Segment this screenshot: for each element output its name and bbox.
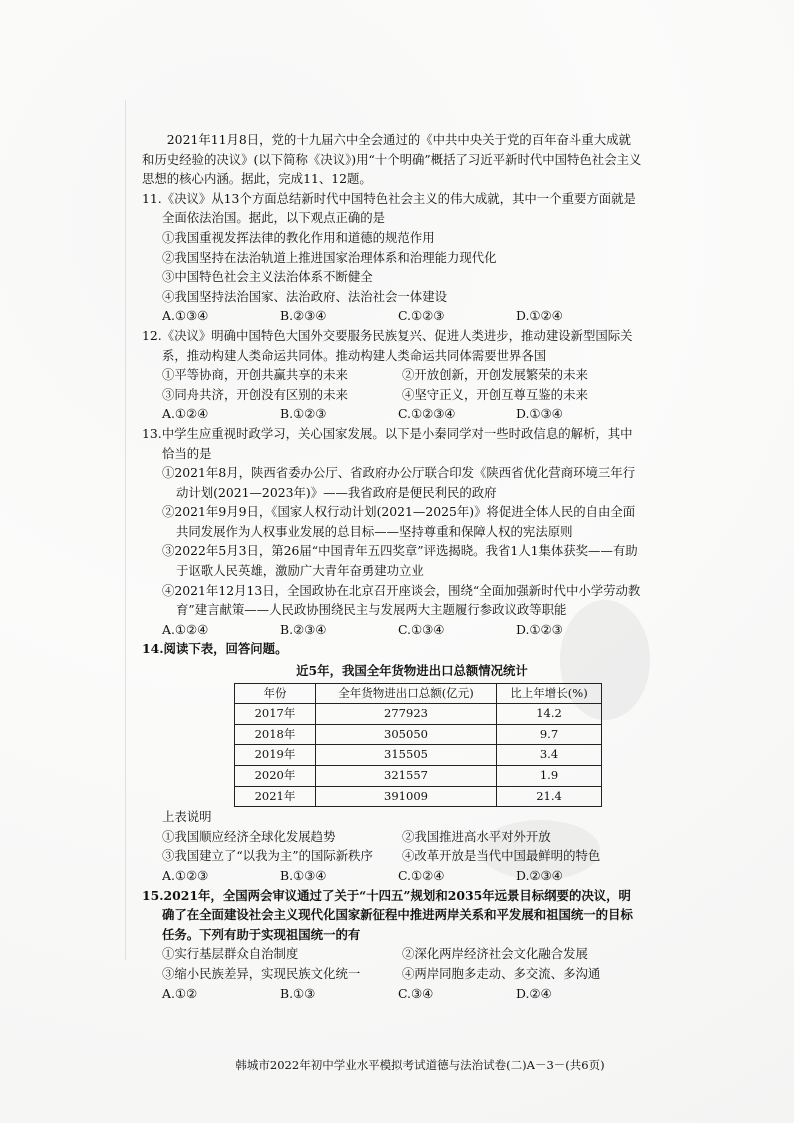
trade-table xyxy=(234,683,602,808)
choice-d[interactable]: D.②③④ xyxy=(516,867,563,883)
choice-b[interactable]: B.①③ xyxy=(280,985,316,1001)
column-header: 全年货物进出口总额(亿元) xyxy=(316,683,497,704)
page-footer: 韩城市2022年初中学业水平模拟考试道德与法治试卷(二)A－3－(共6页) xyxy=(235,1058,605,1072)
choice-a[interactable]: A.①②④ xyxy=(162,621,209,637)
exam-content xyxy=(142,130,642,1003)
choice-d[interactable]: D.②④ xyxy=(516,985,552,1001)
table-cell: 2019年 xyxy=(235,745,316,766)
q13-item: ④2021年12月13日，全国政协在北京召开座谈会，围绕“全面加强新时代中小学劳动教育”建言献策——人民政协围绕民主与发展两大主题履行参政议政等职能 xyxy=(162,582,641,618)
binding-shadow xyxy=(125,100,126,960)
table-row xyxy=(235,766,602,787)
table-title: 近5年，我国全年货物进出口总额情况统计 xyxy=(296,663,528,679)
q11-item: ②我国坚持在法治轨道上推进国家治理体系和治理能力现代化 xyxy=(162,249,497,265)
q13-choices xyxy=(142,620,642,640)
q14-choices xyxy=(142,866,642,886)
choice-c[interactable]: C.①②③ xyxy=(398,308,445,324)
table-cell: 1.9 xyxy=(497,766,602,787)
q12-choices xyxy=(142,404,642,424)
choice-b[interactable]: B.①③④ xyxy=(280,867,327,883)
q12-item: ③同舟共济，开创没有区别的未来 xyxy=(162,386,348,402)
column-header: 比上年增长(%) xyxy=(497,683,602,704)
table-row xyxy=(235,786,602,807)
table-cell: 2021年 xyxy=(235,786,316,807)
q13-item: ②2021年9月9日，《国家人权行动计划(2021—2025年)》将促进全体人民的自由全面共同发展作为人权事业发展的总目标——坚持尊重和保障人权的宪法原则 xyxy=(162,504,636,539)
q12-item: ②开放创新，开创发展繁荣的未来 xyxy=(402,367,588,383)
q11-item: ④我国坚持法治国家、法治政府、法治社会一体建设 xyxy=(162,288,447,304)
q11-item: ①我国重视发挥法律的教化作用和道德的规范作用 xyxy=(162,229,435,245)
table-cell: 321557 xyxy=(316,766,497,787)
q14-item: ①我国顺应经济全球化发展趋势 xyxy=(162,828,336,844)
choice-b[interactable]: B.②③④ xyxy=(280,621,327,637)
choice-b[interactable]: B.②③④ xyxy=(280,308,327,324)
q15-items-row xyxy=(142,964,642,984)
q14-after-text: 上表说明 xyxy=(162,809,212,825)
choice-a[interactable]: A.①② xyxy=(162,985,198,1001)
question-14-stem: 14.阅读下表，回答问题。 xyxy=(142,641,288,657)
table-cell: 2020年 xyxy=(235,766,316,787)
choice-c[interactable]: C.①②④ xyxy=(398,867,445,883)
column-header: 年份 xyxy=(235,683,316,704)
choice-c[interactable]: C.③④ xyxy=(398,985,434,1001)
q14-item: ④改革开放是当代中国最鲜明的特色 xyxy=(402,848,601,864)
table-row xyxy=(235,724,602,745)
q11-item: ③中国特色社会主义法治体系不断健全 xyxy=(162,269,373,285)
q12-item: ④坚守正义，开创互尊互鉴的未来 xyxy=(402,386,588,402)
table-cell: 2017年 xyxy=(235,704,316,725)
table-row xyxy=(235,745,602,766)
question-12-stem: 12.《决议》明确中国特色大国外交要服务民族复兴、促进人类进步，推动建设新型国际关系，推动构建人类命运共同体。推动构建人类命运共同体需要世界各国 xyxy=(142,327,633,363)
table-cell: 3.4 xyxy=(497,745,602,766)
q14-items-row xyxy=(142,846,642,866)
choice-a[interactable]: A.①③④ xyxy=(162,308,209,324)
table-cell: 14.2 xyxy=(497,704,602,725)
q12-items-row xyxy=(142,365,642,385)
table-cell: 315505 xyxy=(316,745,497,766)
q13-item: ①2021年8月，陕西省委办公厅、省政府办公厅联合印发《陕西省优化营商环境三年行动计划(2021—2023年)》——我省政府是便民利民的政府 xyxy=(162,465,636,500)
table-header-row xyxy=(235,683,602,704)
q14-items-row xyxy=(142,827,642,847)
table-cell: 277923 xyxy=(316,704,497,725)
table-cell: 9.7 xyxy=(497,724,602,745)
table-row xyxy=(235,704,602,725)
q15-item: ①实行基层群众自治制度 xyxy=(162,946,299,962)
q15-item: ④两岸同胞多走动、多交流、多沟通 xyxy=(402,965,601,981)
intro-paragraph: 2021年11月8日，党的十九届六中全会通过的《中共中央关于党的百年奋斗重大成就和历史经验的决议》(以下简称《决议》)用“十个明确”概括了习近平新时代中国特色社会主义思想的核心内涵。据此，完成11、12题。 xyxy=(142,132,642,187)
table-cell: 2018年 xyxy=(235,724,316,745)
choice-c[interactable]: C.①③④ xyxy=(398,621,445,637)
choice-b[interactable]: B.①②③ xyxy=(280,406,327,422)
question-15-stem: 15.2021年，全国两会审议通过了关于“十四五”规划和2035年远景目标纲要的决议，明确了在全面建设社会主义现代化国家新征程中推进两岸关系和平发展和祖国统一的目标任务。下列有助于实现祖国统一的有 xyxy=(142,887,633,942)
choice-c[interactable]: C.①②③④ xyxy=(398,406,456,422)
choice-d[interactable]: D.①②③ xyxy=(516,621,563,637)
q14-item: ③我国建立了“以我为主”的国际新秩序 xyxy=(162,848,373,864)
q15-item: ②深化两岸经济社会文化融合发展 xyxy=(402,946,588,962)
table-cell: 21.4 xyxy=(497,786,602,807)
table-cell: 305050 xyxy=(316,724,497,745)
q15-choices xyxy=(142,984,642,1004)
q11-choices xyxy=(142,306,642,326)
q15-items-row xyxy=(142,944,642,964)
q12-items-row xyxy=(142,385,642,405)
q14-item: ②我国推进高水平对外开放 xyxy=(402,828,551,844)
q12-item: ①平等协商，开创共赢共享的未来 xyxy=(162,367,348,383)
choice-d[interactable]: D.①②④ xyxy=(516,308,563,324)
q15-item: ③缩小民族差异，实现民族文化统一 xyxy=(162,965,361,981)
table-cell: 391009 xyxy=(316,786,497,807)
question-11-stem: 11.《决议》从13个方面总结新时代中国特色社会主义的伟大成就，其中一个重要方面就是全面依法治国。据此，以下观点正确的是 xyxy=(142,190,636,226)
choice-d[interactable]: D.①③④ xyxy=(516,406,563,422)
choice-a[interactable]: A.①②③ xyxy=(162,867,209,883)
question-13-stem: 13.中学生应重视时政学习，关心国家发展。以下是小秦同学对一些时政信息的解析，其中恰当的是 xyxy=(142,425,633,461)
choice-a[interactable]: A.①②④ xyxy=(162,406,209,422)
q13-item: ③2022年5月3日，第26届“中国青年五四奖章”评选揭晓。我省1人1集体获奖——有助于讴歌人民英雄，激励广大青年奋勇建功立业 xyxy=(162,543,638,579)
